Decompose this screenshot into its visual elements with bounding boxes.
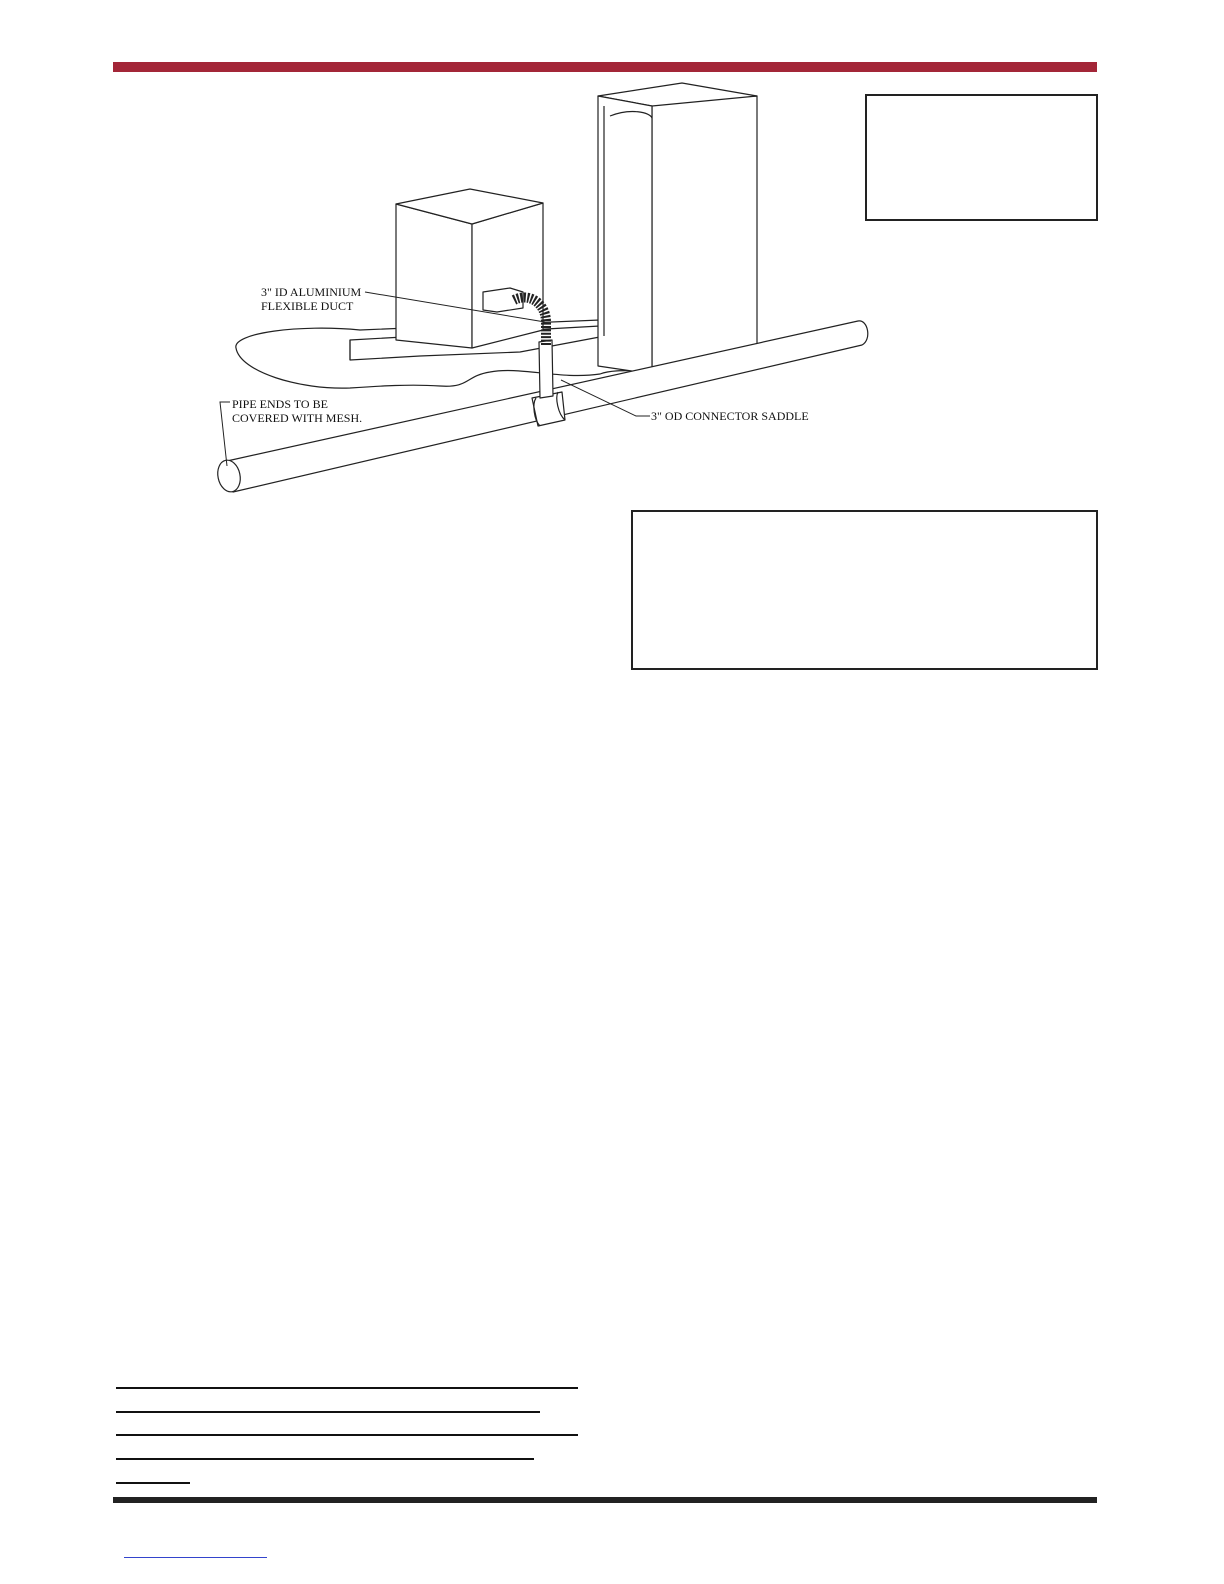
rule-line-5	[116, 1482, 190, 1484]
rule-line-1	[116, 1387, 578, 1389]
rule-line-4	[116, 1458, 534, 1460]
duct-label-line1: 3" ID ALUMINIUM	[261, 285, 362, 299]
connector-pipe	[539, 340, 553, 398]
rule-line-3	[116, 1434, 578, 1436]
footer-link-underline[interactable]	[124, 1557, 267, 1558]
appliance-side	[472, 203, 543, 348]
tall-cabinet-front	[652, 96, 757, 374]
saddle-label: 3" OD CONNECTOR SADDLE	[651, 409, 809, 423]
footer-bar	[113, 1497, 1097, 1503]
pipe-label-line2: COVERED WITH MESH.	[232, 411, 363, 425]
exhaust-outlet	[483, 288, 523, 312]
pipe-leader	[220, 402, 230, 466]
tall-cabinet-side	[598, 96, 652, 374]
note-box-middle	[631, 510, 1098, 670]
installation-diagram	[0, 0, 1224, 520]
rule-line-2	[116, 1411, 540, 1413]
appliance-front	[396, 204, 472, 348]
pipe-label-line1: PIPE ENDS TO BE	[232, 397, 328, 411]
duct-label-line2: FLEXIBLE DUCT	[261, 299, 354, 313]
